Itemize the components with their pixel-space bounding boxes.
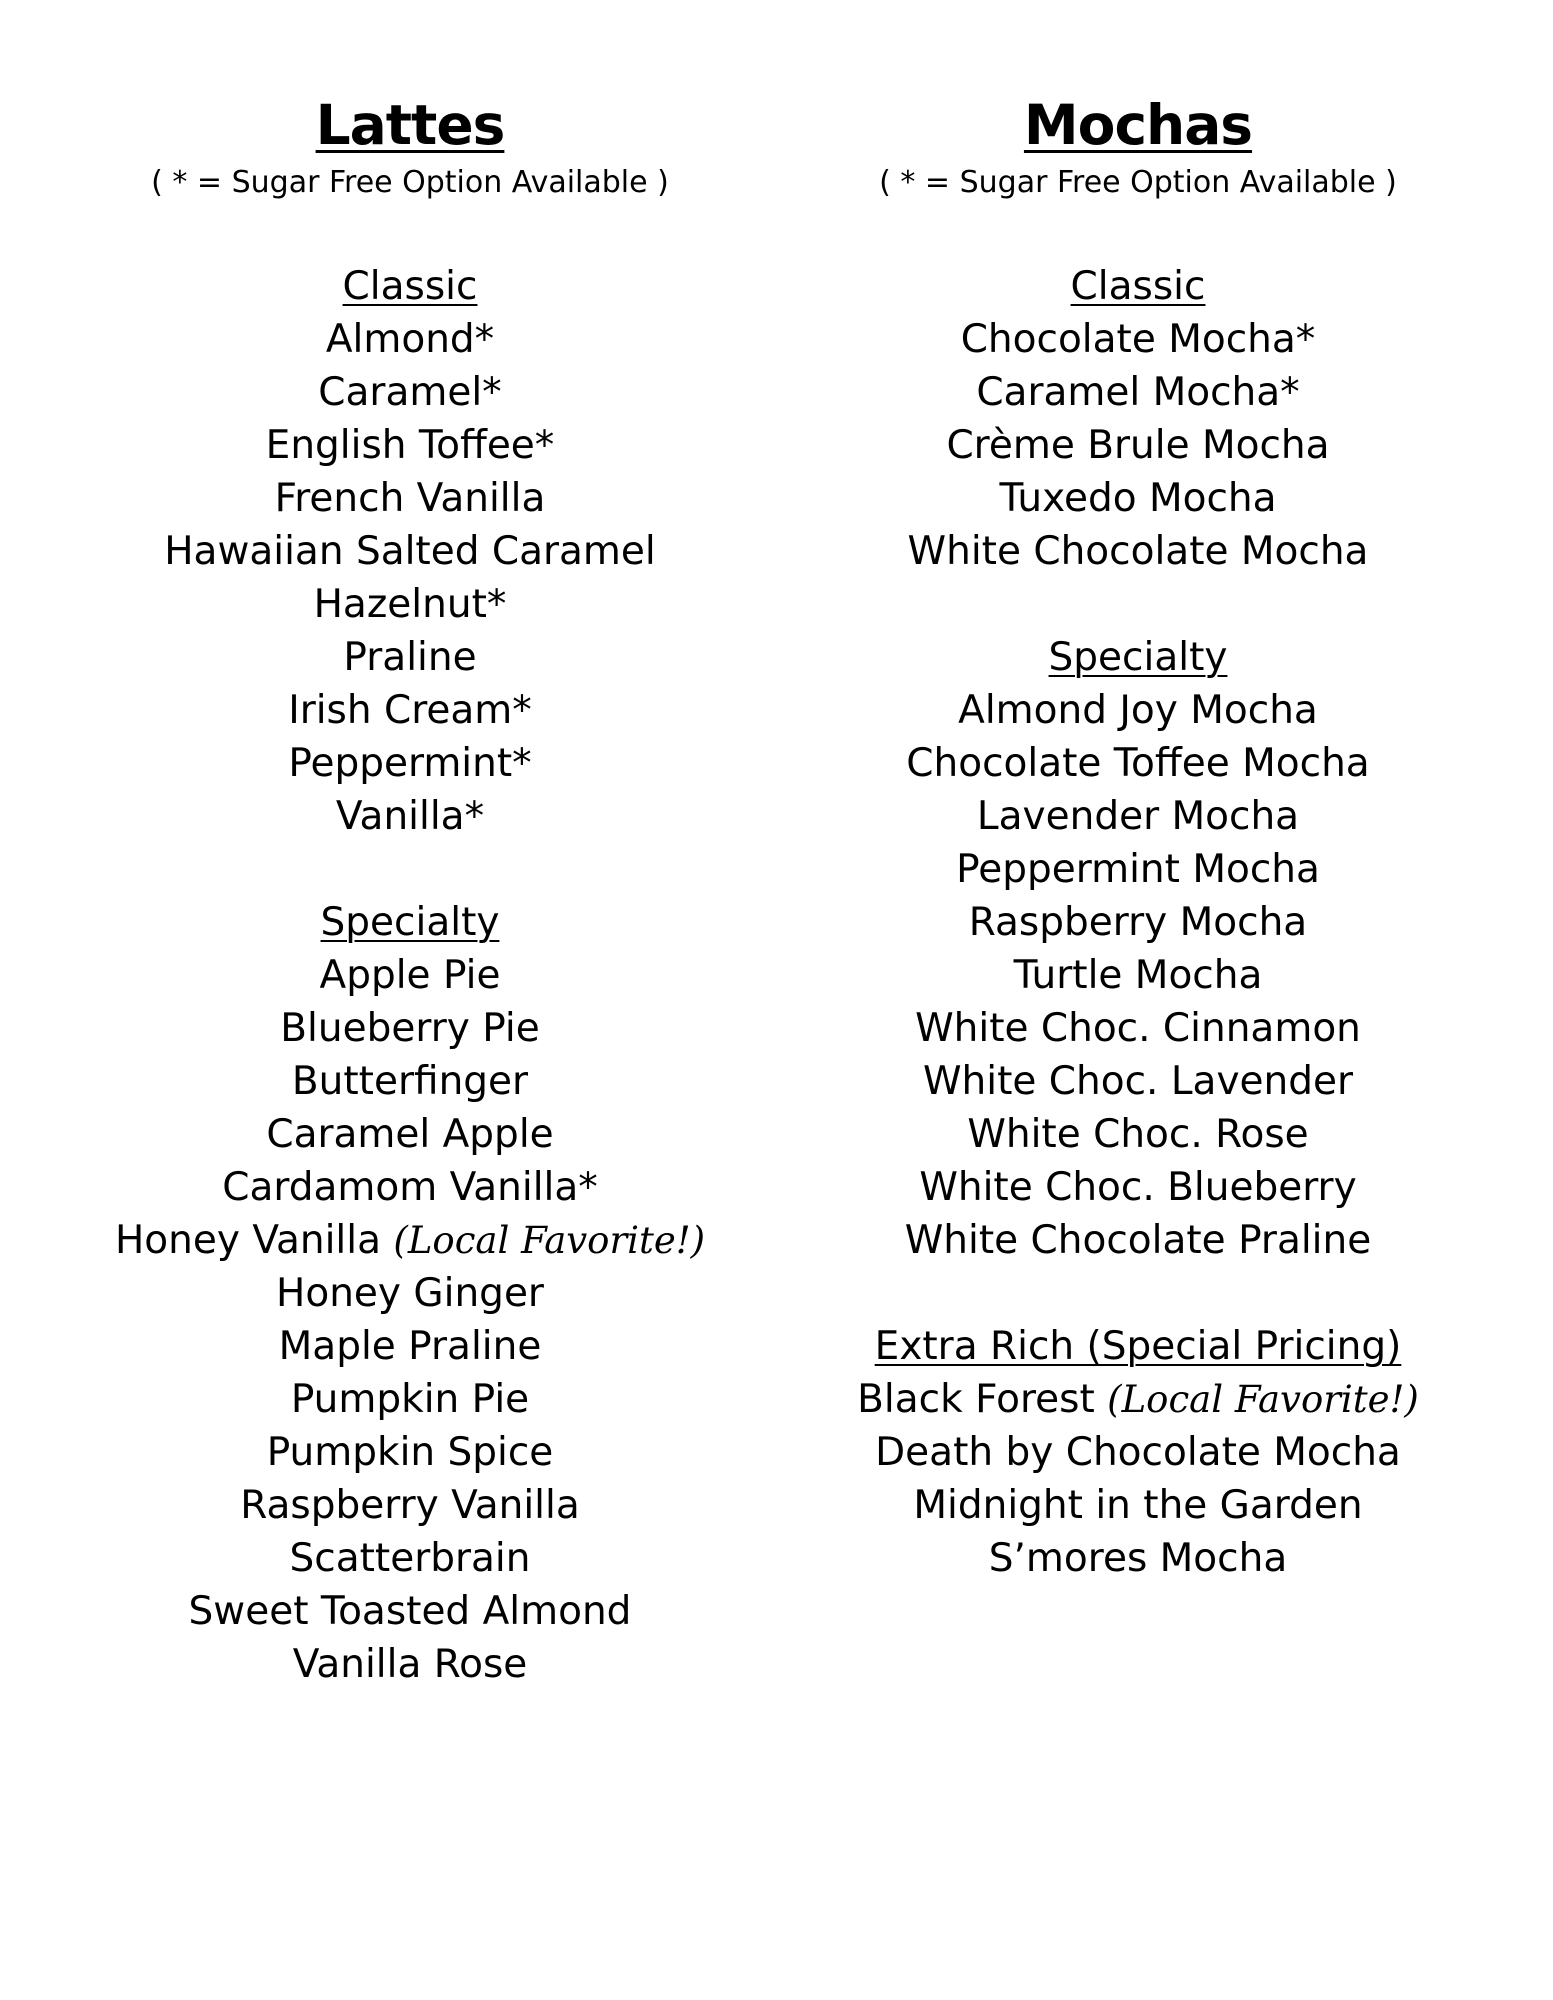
menu-item: White Choc. Rose (967, 1112, 1309, 1157)
menu-item: English Toffee* (265, 423, 555, 468)
lattes-menu-list (30, 260, 790, 1691)
menu-item: White Choc. Lavender (922, 1059, 1354, 1104)
menu-item-black-forest (758, 1373, 1518, 1426)
menu-item: Chocolate Toffee Mocha (906, 741, 1370, 786)
mochas-extra-rich-heading: Extra Rich (Special Pricing) (874, 1324, 1402, 1369)
mochas-title: Mochas (1023, 93, 1253, 157)
section-spacer (30, 843, 790, 896)
menu-item: Chocolate Mocha* (960, 317, 1316, 362)
menu-item: Vanilla* (335, 794, 485, 839)
menu-item: Raspberry Mocha (968, 900, 1308, 945)
menu-item: Midnight in the Garden (913, 1483, 1363, 1528)
menu-item: Caramel* (318, 370, 502, 415)
menu-item: Praline (343, 635, 477, 680)
menu-item: Almond Joy Mocha (958, 688, 1318, 733)
menu-item: Maple Praline (278, 1324, 542, 1369)
menu-item: White Choc. Cinnamon (915, 1006, 1361, 1051)
local-favorite-note: (Local Favorite!) (393, 1219, 706, 1262)
menu-item: Hawaiian Salted Caramel (164, 529, 656, 574)
menu-item: Death by Chocolate Mocha (875, 1430, 1401, 1475)
menu-item: Peppermint* (288, 741, 532, 786)
menu-item-name: Black Forest (857, 1377, 1095, 1422)
section-spacer (758, 578, 1518, 631)
menu-item: Caramel Mocha* (976, 370, 1300, 415)
menu-item: Vanilla Rose (292, 1642, 528, 1687)
menu-item: Peppermint Mocha (956, 847, 1320, 892)
mochas-specialty-heading: Specialty (1048, 635, 1228, 680)
menu-item: Irish Cream* (288, 688, 532, 733)
menu-item: Sweet Toasted Almond (188, 1589, 632, 1634)
menu-item: Pumpkin Pie (290, 1377, 530, 1422)
menu-item: Blueberry Pie (280, 1006, 540, 1051)
section-spacer (758, 1267, 1518, 1320)
menu-item: Lavender Mocha (976, 794, 1300, 839)
menu-item: Turtle Mocha (1013, 953, 1263, 998)
menu-item-honey-vanilla (30, 1214, 790, 1267)
menu-item: Apple Pie (319, 953, 501, 998)
menu-item: Cardamom Vanilla* (222, 1165, 598, 1210)
menu-item: Hazelnut* (313, 582, 507, 627)
menu-item: French Vanilla (274, 476, 546, 521)
mochas-classic-heading: Classic (1070, 264, 1206, 309)
lattes-classic-heading: Classic (342, 264, 478, 309)
menu-item: White Choc. Blueberry (919, 1165, 1357, 1210)
menu-item: Honey Ginger (276, 1271, 544, 1316)
menu-item: S’mores Mocha (988, 1536, 1288, 1581)
mochas-sugar-free-note: ( * = Sugar Free Option Available ) (879, 165, 1397, 200)
menu-item: White Chocolate Praline (904, 1218, 1372, 1263)
lattes-title: Lattes (315, 93, 505, 157)
menu-item: Pumpkin Spice (266, 1430, 554, 1475)
menu-item: Raspberry Vanilla (240, 1483, 580, 1528)
menu-item: Tuxedo Mocha (999, 476, 1277, 521)
menu-item: White Chocolate Mocha (907, 529, 1369, 574)
mochas-menu-list (758, 260, 1518, 1585)
menu-item: Crème Brule Mocha (946, 423, 1330, 468)
menu-item: Scatterbrain (289, 1536, 531, 1581)
local-favorite-note: (Local Favorite!) (1107, 1378, 1419, 1421)
menu-item-name: Honey Vanilla (114, 1218, 381, 1263)
menu-item: Butterfinger (291, 1059, 529, 1104)
lattes-specialty-heading: Specialty (320, 900, 500, 945)
menu-item: Almond* (325, 317, 495, 362)
menu-item: Caramel Apple (266, 1112, 554, 1157)
lattes-sugar-free-note: ( * = Sugar Free Option Available ) (151, 165, 669, 200)
